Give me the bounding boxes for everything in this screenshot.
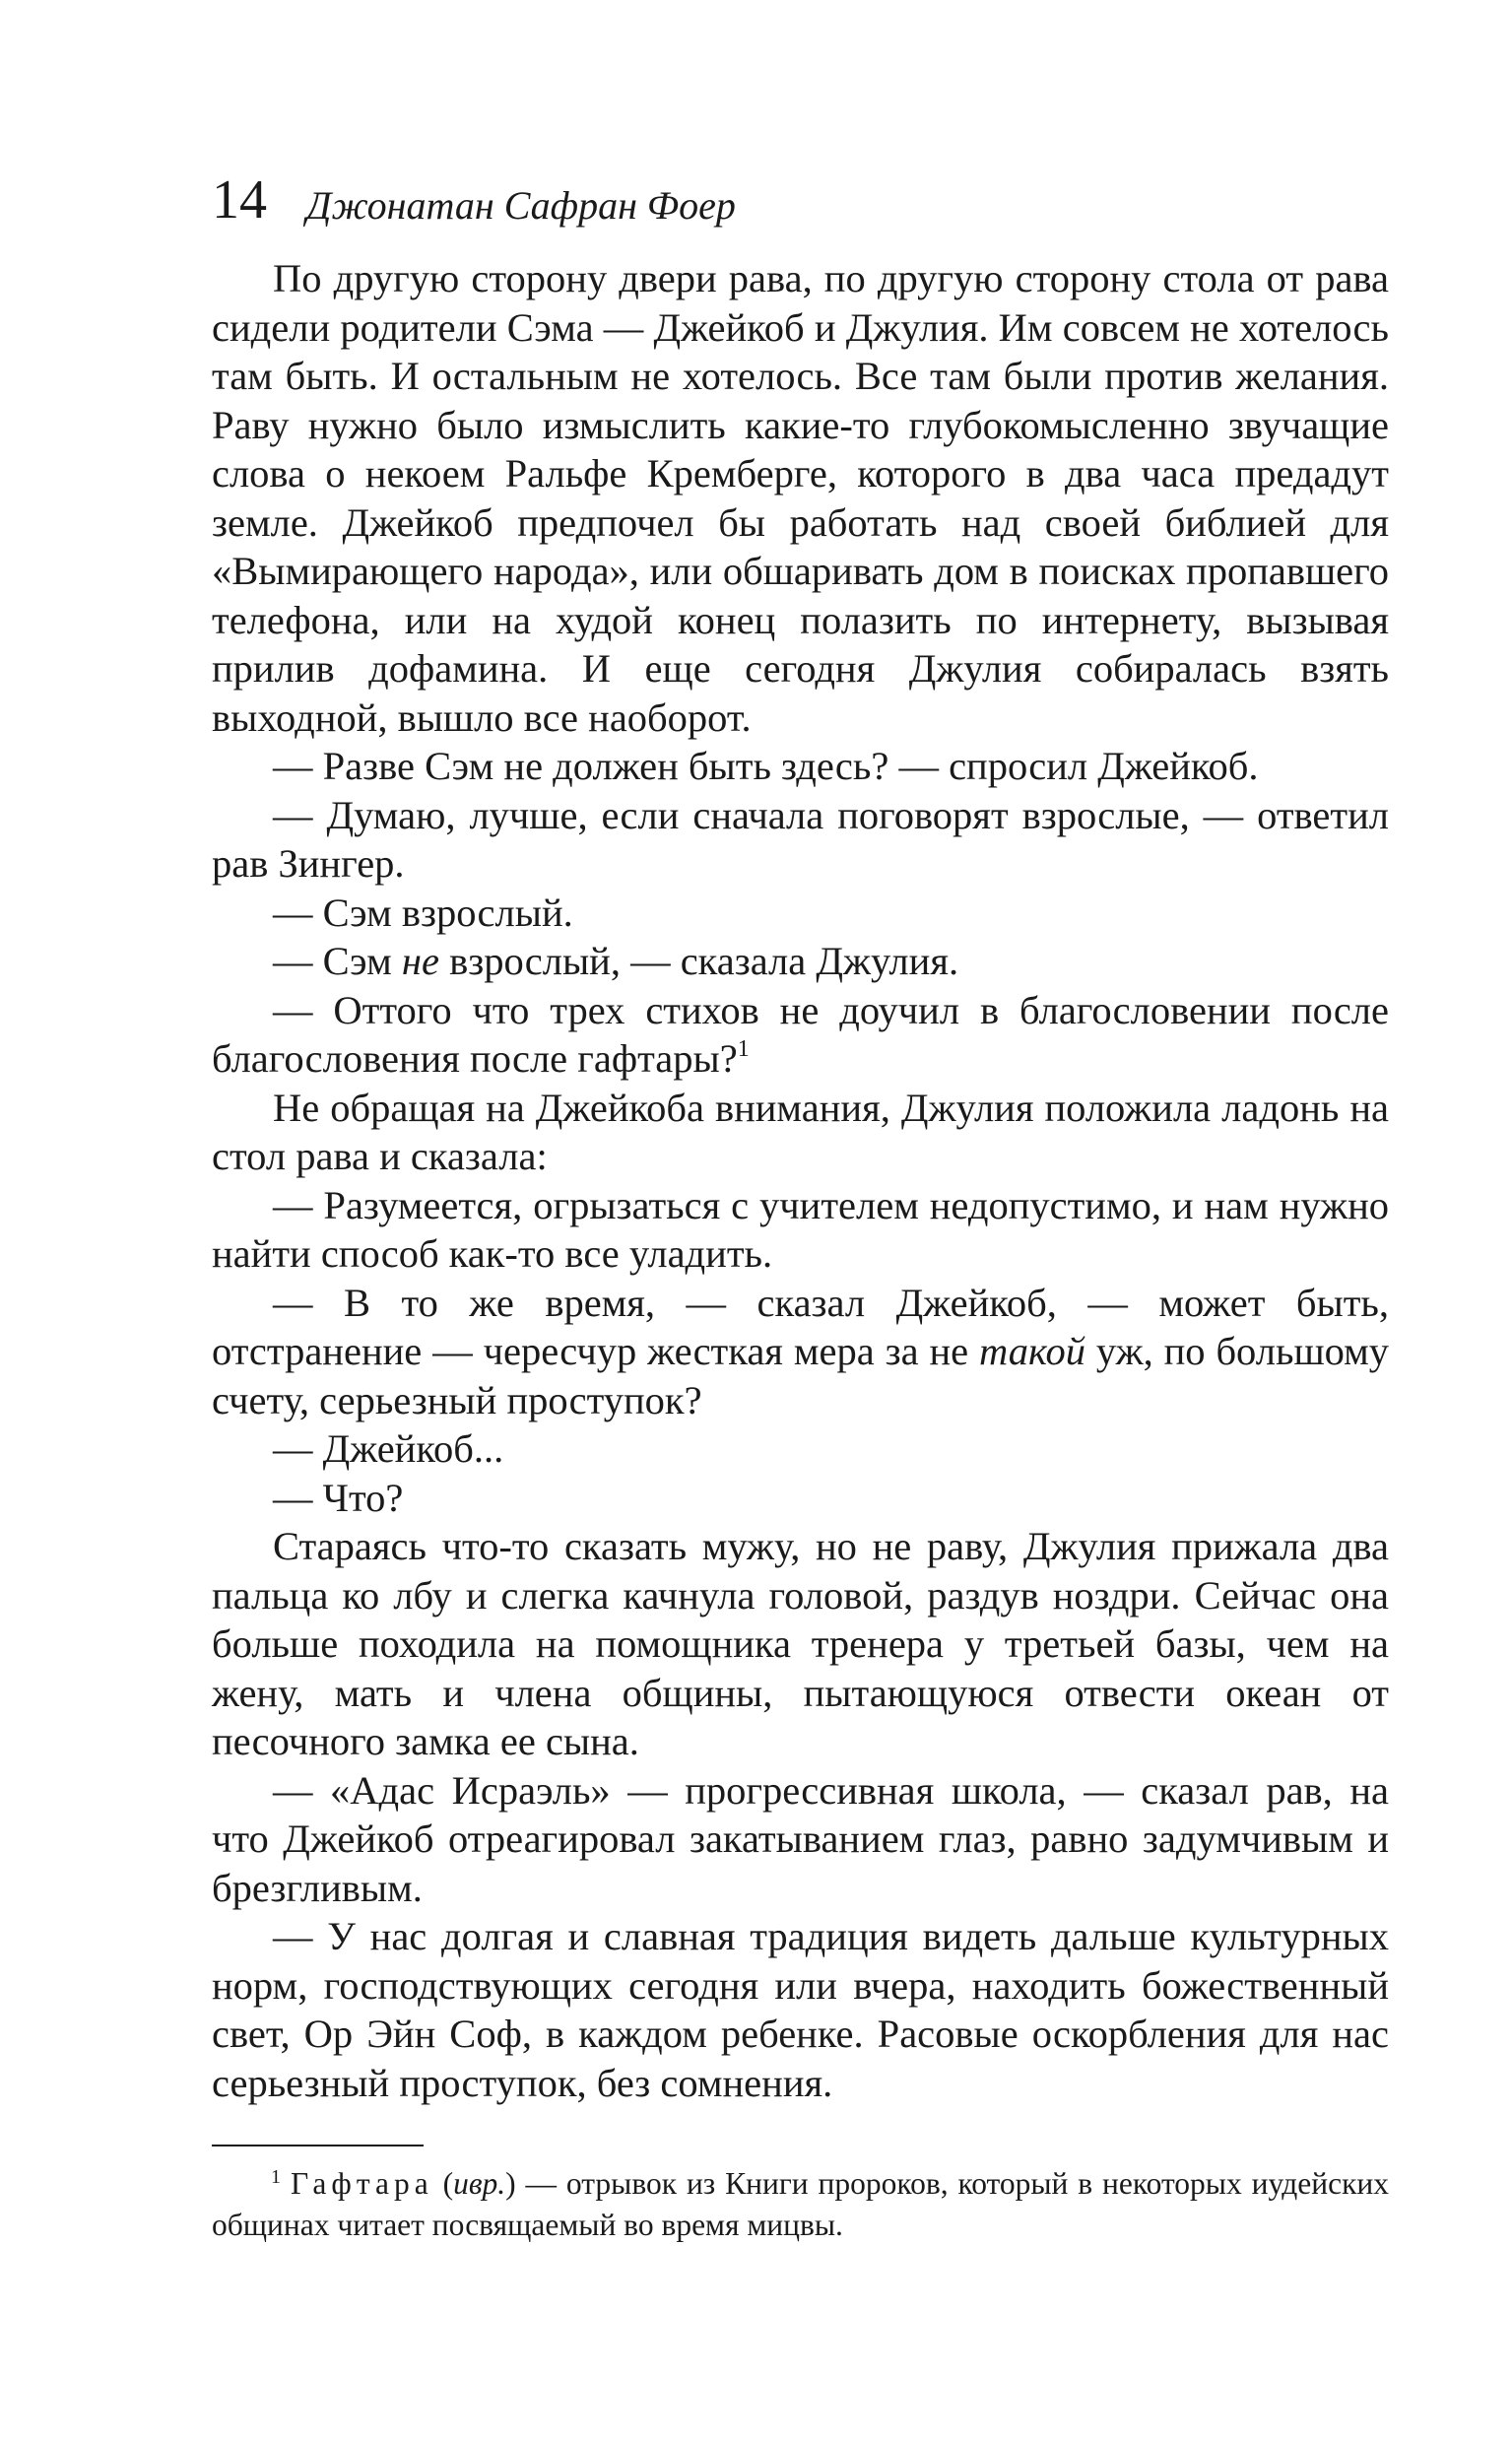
paragraph: — У нас долгая и славная традиция видеть дальше культурных норм, господствующих сегодня или вчера, находить божественный свет, Ор Эйн Соф, в каждом ребенке. Расовые оскорбления для нас серьезный проступок, без сомнения. — [212, 1914, 1389, 2105]
paragraph: — Разве Сэм не должен быть здесь? — спросил Джейкоб. — [273, 744, 1259, 788]
paragraph: — Джейкоб... — [273, 1426, 504, 1471]
paragraph: — Что? — [273, 1475, 404, 1520]
footnote-divider — [212, 2145, 424, 2146]
emphasis: не — [401, 939, 439, 983]
running-title: Джонатан Сафран Фоер — [306, 183, 736, 228]
paragraph: — Думаю, лучше, если сначала поговорят взрослые, — ответил рав Зингер. — [212, 792, 1389, 886]
page-number: 14 — [212, 169, 267, 231]
paragraph: — Сэм не взрослый, — сказала Джулия. — [273, 939, 959, 983]
paragraph: — Разумеется, огрызаться с учителем недопустимо, и нам нужно найти способ как-то все уладить. — [212, 1182, 1389, 1276]
paragraph: — Оттого что трех стихов не доучил в благословении после благословения после гафтары?$^1$ — [212, 987, 1389, 1081]
paragraph: Стараясь что-то сказать мужу, но не раву, Джулия прижала два пальца ко лбу и слегка качнула головой, раздув ноздри. Сейчас она больше походила на помощника тренера у третьей базы, чем на жену, мать и члена общины, пытающуюся отвести океан от песочного замка ее сына. — [212, 1524, 1389, 1763]
body-text — [212, 254, 1389, 2107]
footnote-abbr: ивр. — [453, 2166, 506, 2201]
footnote: $^1$ Гафтара (ивр.) — отрывок из Книги пророков, который в некоторых иудейских общинах читает посвящаемый во время мицвы. — [212, 2165, 1389, 2242]
paragraph: — В то же время, — сказал Джейкоб, — может быть, отстранение — чересчур жесткая мера за не такой уж, по большому счету, серьезный проступок? — [212, 1280, 1389, 1422]
footnote-ref: 1 — [737, 1035, 750, 1062]
paragraph: Не обращая на Джейкоба внимания, Джулия положила ладонь на стол рава и сказала: — [212, 1085, 1389, 1178]
footnote-marker: 1 — [271, 2165, 281, 2188]
paragraph: По другую сторону двери рава, по другую сторону стола от рава сидели родители Сэма — Джейкоб и Джулия. Им совсем не хотелось там быть. И остальным не хотелось. Все там были против желания. Раву нужно было измыслить какие-то глубокомысленно звучащие слова о некоем Ральфе Кремберге, которого в два часа предадут земле. Джейкоб предпочел бы работать над своей библией для «Вымирающего народа», или обшаривать дом в поисках пропавшего телефона, или на худой конец полазить по интернету, вызывая прилив дофамина. И еще сегодня Джулия собиралась взять выходной, вышло все наоборот. — [212, 256, 1389, 740]
footnote-text: — отрывок из Книги пророков, который в некоторых иудейских общинах читает посвящаемый во время мицвы. — [212, 2166, 1389, 2242]
emphasis: такой — [979, 1329, 1085, 1373]
footnote-term: Гафтара — [291, 2166, 433, 2201]
paragraph: — Сэм взрослый. — [273, 890, 573, 935]
paragraph: — «Адас Исраэль» — прогрессивная школа, — сказал рав, на что Джейкоб отреагировал закатыванием глаз, равно задумчивым и брезгливым. — [212, 1767, 1389, 1910]
